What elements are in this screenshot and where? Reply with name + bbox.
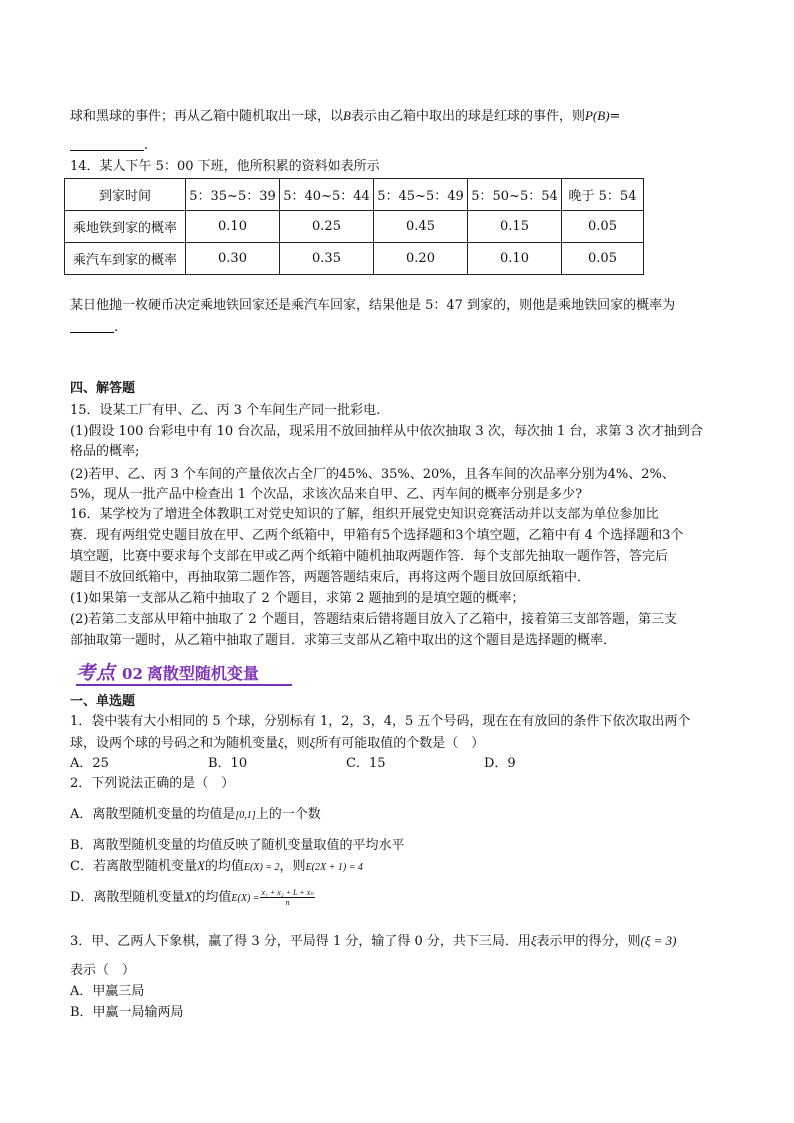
kaodian-tag: 考点 [76, 662, 117, 684]
kaodian-title: 离散型随机变量 [146, 664, 259, 683]
q3-expr: (ξ = 3) [640, 933, 677, 948]
section4-title: 四、解答题 [70, 381, 136, 396]
q2-c-x: X [196, 858, 205, 873]
q2-a-text: A．离散型随机变量的均值是 [70, 807, 236, 822]
q15-line: (2)若甲、乙、丙 3 个车间的产量依次占全厂的45%、35%、20%，且各车间的次品率分别为4%、2%、 [70, 467, 675, 482]
q2-d-denominator: n [285, 898, 290, 907]
table-cell: 0.20 [374, 243, 468, 275]
table-row-label: 乘地铁到家的概率 [65, 211, 186, 243]
q14-answer-blank[interactable] [70, 318, 114, 333]
q2-d-math: E(X) = [231, 893, 260, 904]
q2-d-fraction [260, 888, 316, 907]
q2-line: 2．下列说法正确的是（ ） [70, 776, 235, 791]
q2-a-math: [0,1] [235, 810, 256, 821]
q14-answer-line [70, 318, 118, 337]
q3-xi: ξ [530, 933, 537, 948]
table-cell: 0.45 [374, 211, 468, 243]
q13-var-b: B [343, 108, 351, 123]
table-row-subway [65, 211, 644, 243]
q3-text: 3．甲、乙两人下象棋，赢了得 3 分，平局得 1 分，输了得 0 分，共下三局．用 [70, 934, 531, 949]
q14-after: 某日他抛一枚硬币决定乘地铁回家还是乘汽车回家，结果他是 5：47 到家的，则他是乘地铁回家的概率为 [70, 298, 676, 313]
q1-text: 所有可能取值的个数是（ ） [315, 736, 485, 751]
q13-end: . [144, 138, 149, 153]
q13-tail-line [70, 107, 620, 126]
q2-c-text2: 的均值 [204, 859, 244, 874]
q13-text2: 表示由乙箱中取出的球是红球的事件，则 [350, 109, 585, 124]
table-header-cell: 到家时间 [65, 179, 186, 211]
table-cell: 0.25 [280, 211, 374, 243]
q2-a-text2: 上的一个数 [255, 807, 321, 822]
table-cell: 0.05 [562, 211, 644, 243]
q14-end: . [114, 320, 119, 335]
q2-d-numerator: x₁ + x₂ + L + xₙ [261, 888, 314, 897]
q13-text: 球和黑球的事件；再从乙箱中随机取出一球，以 [70, 109, 344, 124]
q1-text: 球，设两个球的号码之和为随机变量 [70, 736, 279, 751]
q15-line: (1)假设 100 台彩电中有 10 台次品，现采用不放回抽样从中依次抽取 3 次，每次抽 1 台，求第 3 次才抽到合 [70, 424, 703, 439]
q3-line [70, 932, 676, 951]
q3-option-a[interactable]: A．甲赢三局 [70, 984, 145, 999]
q13-expr: P(B) [584, 108, 610, 123]
q16-line: 赛．现有两组党史题目放在甲、乙两个纸箱中，甲箱有5个选择题和3个填空题，乙箱中有 4 个选择题和3个 [70, 528, 684, 543]
q16-line: 16．某学校为了增进全体教职工对党史知识的了解，组织开展党史知识竞赛活动并以支部为单位参加比 [70, 507, 659, 522]
kaodian-underline [76, 684, 292, 686]
q14-intro: 14．某人下午 5：00 下班，他所积累的资料如表所示 [70, 159, 380, 174]
q3-text2: 表示甲的得分，则 [536, 934, 641, 949]
q1-option-d[interactable]: D．9 [484, 756, 516, 771]
q3-line: 表示（ ） [70, 963, 136, 978]
table-cell: 0.15 [468, 211, 562, 243]
q2-option-a[interactable] [70, 806, 321, 825]
kaodian-number: 02 [122, 665, 143, 683]
probability-table [64, 178, 644, 275]
q1-xi: ξ [309, 735, 316, 750]
q2-c-math2: E(2X + 1) = 4 [305, 862, 363, 873]
table-header-cell: 5：40~5：44 [280, 179, 374, 211]
q13-eq: = [609, 109, 621, 124]
single-choice-title: 一、单选题 [70, 694, 136, 709]
table-header-cell: 5：35~5：39 [186, 179, 280, 211]
table-header-row [65, 179, 644, 211]
table-cell: 0.10 [468, 243, 562, 275]
q2-c-text3: ，则 [279, 859, 306, 874]
table-row-label: 乘汽车到家的概率 [65, 243, 186, 275]
table-cell: 0.10 [186, 211, 280, 243]
q16-line: 部抽取第一题时，从乙箱中抽取了题目．求第三支部从乙箱中取出的这个题目是选择题的概率． [70, 633, 617, 648]
table-cell: 0.30 [186, 243, 280, 275]
q1-option-b[interactable]: B．10 [208, 756, 248, 771]
table-header-cell: 5：50~5：54 [468, 179, 562, 211]
q2-d-text2: 的均值 [192, 890, 232, 905]
table-row-bus [65, 243, 644, 275]
kaodian-heading [76, 658, 259, 688]
q16-line: (2)若第二支部从甲箱中抽取了 2 个题目，答题结束后错将题目放入了乙箱中，接着第三支部答题，第三支 [70, 612, 677, 627]
q16-line: 题目不放回纸箱中，再抽取第二题作答，两题答题结束后，再将这两个题目放回原纸箱中． [70, 570, 591, 585]
q2-d-x: X [184, 889, 193, 904]
q15-line: 15．设某工厂有甲、乙、丙 3 个车间生产同一批彩电. [70, 403, 381, 418]
q1-line [70, 734, 484, 753]
q15-line: 格品的概率; [70, 444, 140, 459]
q16-line: (1)如果第一支部从乙箱中抽取了 2 个题目，求第 2 题抽到的是填空题的概率； [70, 591, 525, 606]
q2-option-c[interactable] [70, 857, 363, 877]
q2-option-d[interactable] [70, 888, 315, 908]
q15-line: 5%，现从一批产品中检查出 1 个次品，求该次品来自甲、乙、丙车间的概率分别是多少? [70, 487, 583, 502]
q2-d-text: D．离散型随机变量 [70, 890, 185, 905]
q2-c-text: C．若离散型随机变量 [70, 859, 197, 874]
table-cell: 0.05 [562, 243, 644, 275]
q1-option-c[interactable]: C．15 [346, 756, 386, 771]
q3-option-b[interactable]: B．甲赢一局输两局 [70, 1005, 184, 1020]
table-header-cell: 晚于 5：54 [562, 179, 644, 211]
table-cell: 0.35 [280, 243, 374, 275]
q2-option-b[interactable]: B．离散型随机变量的均值反映了随机变量取值的平均水平 [70, 838, 405, 853]
q16-line: 填空题，比赛中要求每个支部在甲或乙两个纸箱中随机抽取两题作答．每个支部先抽取一题作答，答完后 [70, 549, 669, 564]
table-header-cell: 5：45~5：49 [374, 179, 468, 211]
q1-xi: ξ [278, 735, 284, 750]
q1-text: ，则 [283, 736, 310, 751]
q2-c-math1: E(X) = 2 [243, 862, 280, 873]
q1-option-a[interactable]: A．25 [70, 756, 109, 771]
q13-answer-line [70, 136, 148, 155]
q13-answer-blank[interactable] [70, 136, 144, 151]
q1-line: 1．袋中装有大小相同的 5 个球，分别标有 1，2，3，4，5 五个号码，现在在有放回的条件下依次取出两个 [70, 714, 691, 729]
